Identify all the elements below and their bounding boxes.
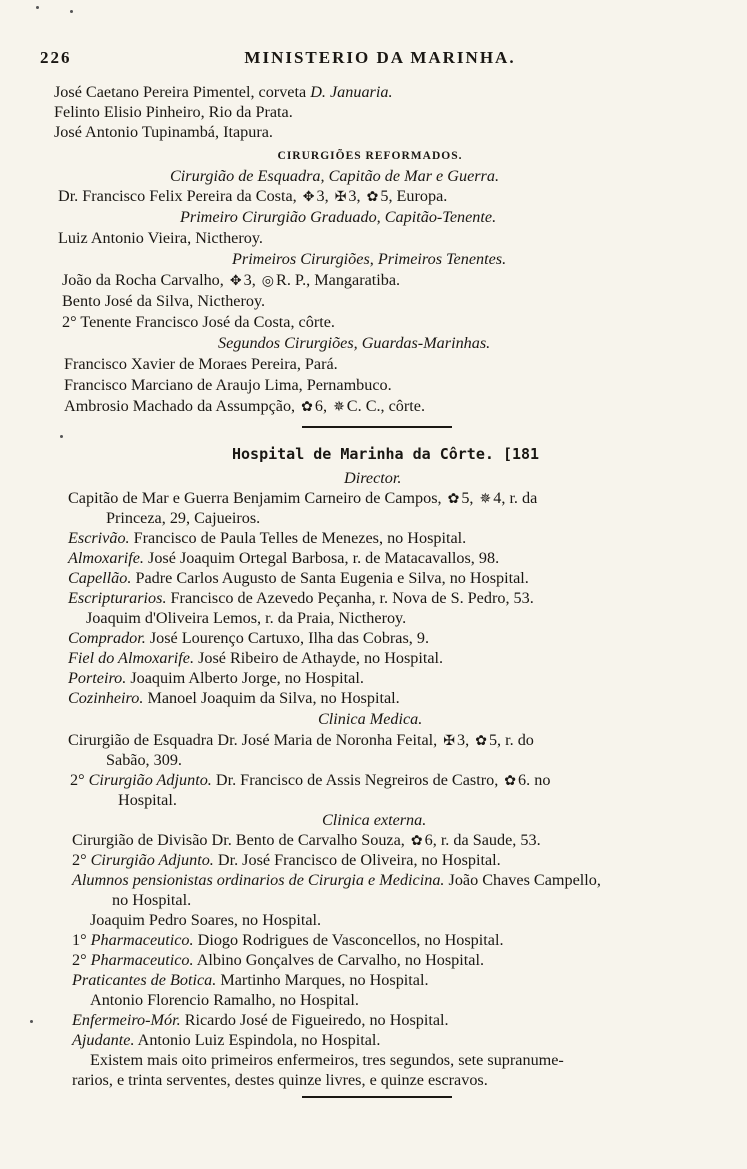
text-line: José Caetano Pereira Pimentel, corveta D. Januaria. bbox=[54, 83, 393, 101]
staff-entry: Escrivão. Francisco de Paula Telles de Menezes, no Hospital. bbox=[68, 529, 467, 547]
text-line: Capitão de Mar e Guerra Benjamim Carneiro de Campos, ✿ 5, ✵ 4, r. da bbox=[68, 488, 747, 510]
print-speck bbox=[70, 10, 73, 13]
subheading: Clinica externa. bbox=[322, 811, 427, 829]
text-line: Enfermeiro-Mór. Ricardo José de Figueiredo, no Hospital. bbox=[72, 1011, 449, 1029]
rose-medal-icon: ✿ bbox=[475, 734, 487, 749]
text-line: Cirurgião de Divisão Dr. Bento de Carvalho Souza, ✿ 6, r. da Saude, 53. bbox=[72, 830, 747, 852]
text-line: Francisco Xavier de Moraes Pereira, Pará. bbox=[64, 355, 338, 373]
subheading: Director. bbox=[344, 469, 402, 487]
rose-medal-icon: ✿ bbox=[410, 834, 423, 849]
text-line: José Antonio Tupinambá, Itapura. bbox=[54, 123, 273, 141]
text-line: Ambrosio Machado da Assumpção, ✿ 6, ✵ C. C., côrte. bbox=[64, 396, 747, 418]
rose-medal-icon: ✿ bbox=[301, 400, 313, 415]
text-line: Bento José da Silva, Nictheroy. bbox=[62, 292, 266, 310]
staff-entry: Comprador. José Lourenço Cartuxo, Ilha das Cobras, 9. bbox=[68, 629, 430, 647]
text-line: 2° Pharmaceutico. Albino Gonçalves de Carvalho, no Hospital. bbox=[72, 951, 485, 969]
text-line: Praticantes de Botica. Martinho Marques, no Hospital. bbox=[72, 971, 429, 989]
text-line: Alumnos pensionistas ordinarios de Cirurgia e Medicina. João Chaves Campello, bbox=[72, 871, 601, 889]
circle-emblem-icon: ◎ bbox=[261, 274, 275, 289]
print-speck bbox=[60, 435, 63, 438]
staff-entry: Escripturarios. Francisco de Azevedo Peçanha, r. Nova de S. Pedro, 53. bbox=[68, 589, 534, 607]
section-heading: CIRURGIÕES REFORMADOS. bbox=[277, 150, 463, 162]
rank-heading: Cirurgião de Esquadra, Capitão de Mar e Guerra. bbox=[170, 167, 499, 185]
text-line: Hospital. bbox=[118, 791, 177, 809]
staff-entry: Joaquim d'Oliveira Lemos, r. da Praia, Nictheroy. bbox=[86, 609, 407, 627]
order-cross-icon: ✥ bbox=[302, 190, 315, 205]
text-line: Existem mais oito primeiros enfermeiros, tres segundos, sete supranume- bbox=[90, 1051, 564, 1069]
text-line: Ajudante. Antonio Luiz Espindola, no Hospital. bbox=[72, 1031, 381, 1049]
text-line: 2° Cirurgião Adjunto. Dr. José Francisco de Oliveira, no Hospital. bbox=[72, 851, 501, 869]
rose-medal-icon: ✿ bbox=[366, 190, 379, 205]
text-line: 2° Cirurgião Adjunto. Dr. Francisco de Assis Negreiros de Castro, ✿ 6. no bbox=[70, 770, 747, 792]
staff-entry: Cozinheiro. Manoel Joaquim da Silva, no Hospital. bbox=[68, 689, 400, 707]
hospital-title: Hospital de Marinha da Côrte. [181 bbox=[232, 445, 540, 463]
text-line: Princeza, 29, Cajueiros. bbox=[106, 509, 261, 527]
staff-entry: Capellão. Padre Carlos Augusto de Santa Eugenia e Silva, no Hospital. bbox=[68, 569, 529, 587]
section-divider bbox=[302, 426, 452, 428]
subheading: Clinica Medica. bbox=[318, 710, 423, 728]
staff-entry: Fiel do Almoxarife. José Ribeiro de Athayde, no Hospital. bbox=[68, 649, 444, 667]
order-cross-icon: ✥ bbox=[229, 274, 242, 289]
text-line: no Hospital. bbox=[112, 891, 192, 909]
text-line: Joaquim Pedro Soares, no Hospital. bbox=[90, 911, 322, 929]
running-title: MINISTERIO DA MARINHA. bbox=[244, 48, 516, 67]
rose-medal-icon: ✿ bbox=[504, 774, 517, 789]
text-line: Luiz Antonio Vieira, Nictheroy. bbox=[58, 229, 263, 247]
text-line: Dr. Francisco Felix Pereira da Costa, ✥ 3, ✠ 3, ✿ 5, Europa. bbox=[58, 186, 747, 208]
staff-entry: Almoxarife. José Joaquim Ortegal Barbosa, r. de Matacavallos, 98. bbox=[68, 549, 500, 567]
rank-heading: Primeiros Cirurgiões, Primeiros Tenentes. bbox=[232, 250, 507, 268]
running-header bbox=[40, 48, 720, 72]
section-divider bbox=[302, 1096, 452, 1098]
rank-heading: Segundos Cirurgiões, Guardas-Marinhas. bbox=[218, 334, 491, 352]
rose-medal-icon: ✿ bbox=[447, 492, 460, 507]
text-line: João da Rocha Carvalho, ✥ 3, ◎ R. P., Mangaratiba. bbox=[62, 270, 747, 292]
text-line: Antonio Florencio Ramalho, no Hospital. bbox=[90, 991, 359, 1009]
text-line: Felinto Elisio Pinheiro, Rio da Prata. bbox=[54, 103, 293, 121]
text-line: 1° Pharmaceutico. Diogo Rodrigues de Vasconcellos, no Hospital. bbox=[72, 931, 504, 949]
maltese-cross-icon: ✠ bbox=[443, 734, 456, 749]
text-line: rarios, e trinta serventes, destes quinze livres, e quinze escravos. bbox=[72, 1071, 488, 1089]
print-speck bbox=[30, 1020, 33, 1023]
maltese-cross-icon: ✠ bbox=[334, 190, 347, 205]
page-number: 226 bbox=[40, 48, 72, 67]
star-order-icon: ✵ bbox=[479, 492, 492, 507]
text-line: 2° Tenente Francisco José da Costa, côrte. bbox=[62, 313, 335, 331]
staff-entry: Porteiro. Joaquim Alberto Jorge, no Hospital. bbox=[68, 669, 364, 687]
text-line: Cirurgião de Esquadra Dr. José Maria de Noronha Feital, ✠ 3, ✿ 5, r. do bbox=[68, 730, 747, 752]
text-line: Francisco Marciano de Araujo Lima, Pernambuco. bbox=[64, 376, 392, 394]
rank-heading: Primeiro Cirurgião Graduado, Capitão-Tenente. bbox=[180, 208, 497, 226]
text-line: Sabão, 309. bbox=[106, 751, 182, 769]
star-order-icon: ✵ bbox=[333, 400, 345, 415]
print-speck bbox=[36, 6, 39, 9]
